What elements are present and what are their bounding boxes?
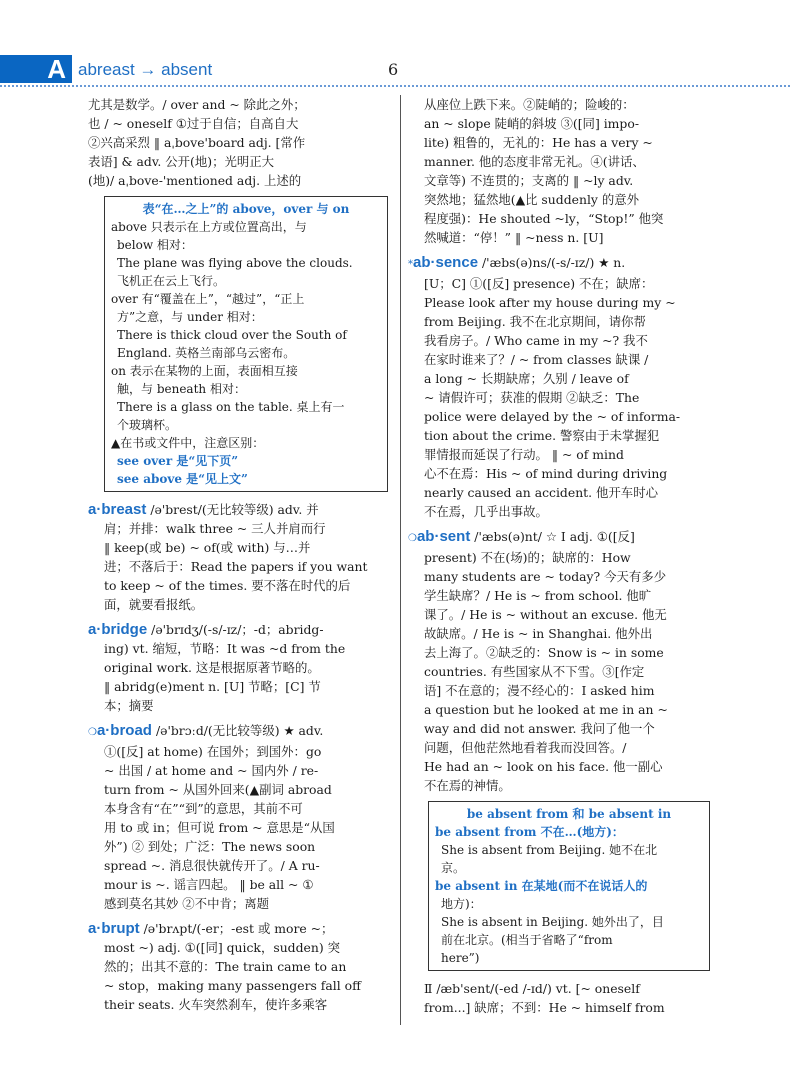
- text-line: to keep ~ of the times. 要不落在时代的后: [104, 578, 351, 593]
- note-line: be absent in 在某地(而不在说话人的: [435, 879, 648, 893]
- note-line: see above 是“见上文”: [117, 472, 248, 486]
- text-line: 尤其是数学。/ over and ~ 除此之外；: [88, 97, 306, 112]
- text-line: 也 / ~ oneself ①过于自信；自高自大: [88, 116, 299, 131]
- text-line: 程度强)：He shouted ~ly，“Stop!” 他突: [424, 211, 664, 226]
- text-line: 进；不落后于：Read the papers if you want: [104, 559, 368, 574]
- text-line: 不在焉的神情。: [424, 778, 511, 793]
- note-line: 地方)：: [441, 897, 482, 911]
- note-line: above 只表示在上方或位置高出，与: [111, 220, 307, 234]
- entry-abreast: [88, 500, 388, 614]
- text-line: way and did not answer. 我问了他一个: [424, 721, 655, 736]
- text-line: 故缺席。/ He is ~ in Shanghai. 他外出: [424, 626, 653, 641]
- page-range-header: abreast → absent: [78, 60, 213, 79]
- entry-first-line: [88, 500, 388, 519]
- text-line: nearly caused an accident. 他开车时心: [424, 485, 658, 500]
- text-line: mour is ~. 谣言四起。 ‖ be all ~ ①: [104, 877, 314, 892]
- entry-first-line: [408, 527, 710, 548]
- text-line: ~ 请假许可；获准的假期 ②缺乏：The: [424, 390, 640, 405]
- header-divider: [0, 85, 790, 87]
- text-line: lite) 粗鲁的，无礼的：He has a very ~: [424, 135, 653, 150]
- note-line: be absent from 不在…(地方)：: [435, 825, 624, 839]
- text-line: present) 不在(场)的；缺席的：How: [424, 550, 631, 565]
- entry-text: /'æbs(ə)ns/(-s/-ɪz/) ★ n.: [482, 255, 626, 270]
- entry-first-line: [88, 919, 388, 938]
- headword: a·breast: [88, 501, 147, 518]
- text-line: ②兴高采烈 ‖ aˌbove'board adj. [常作: [88, 135, 306, 150]
- text-line: from...] 缺席；不到：He ~ himself from: [424, 1000, 665, 1015]
- text-line: a question but he looked at me in an ~: [424, 702, 668, 717]
- note-line: 方”之意，与 under 相对：: [117, 310, 263, 324]
- text-line: Please look after my house during my ~: [424, 295, 676, 310]
- note-line: She is absent from Beijing. 她不在北: [441, 843, 658, 857]
- note-title: 表“在…之上”的 above，over 与 on: [142, 202, 350, 216]
- text-line: spread ~. 消息很快就传开了。/ A ru-: [104, 858, 320, 873]
- usage-note-above-over-on: [104, 196, 388, 492]
- note-line: 京。: [441, 861, 466, 875]
- text-line: countries. 有些国家从不下雪。③[作定: [424, 664, 645, 679]
- right-column: [408, 95, 710, 1017]
- text-line: ‖ abridg(e)ment n. [U] 节略；[C] 节: [104, 679, 321, 694]
- text-line: their seats. 火车突然刹车，使许多乘客: [104, 997, 328, 1012]
- text-line: He had an ~ look on his face. 他一副心: [424, 759, 663, 774]
- text-line: 我看房子。/ Who came in my ~? 我不: [424, 333, 648, 348]
- text-line: 突然地；猛然地(▲比 suddenly 的意外: [424, 192, 640, 207]
- entry-absent-verb: [408, 979, 710, 1017]
- text-line: ‖ keep(或 be) ~ of(或 with) 与…并: [104, 540, 311, 555]
- text-line: 然的；出其不意的：The train came to an: [104, 959, 347, 974]
- text-line: a long ~ 长期缺席；久别 / leave of: [424, 371, 629, 386]
- entry-text: /ə'brest/(无比较等级) adv. 并: [150, 502, 319, 517]
- text-line: police were delayed by the ~ of informa-: [424, 409, 681, 424]
- left-intro: [88, 95, 388, 190]
- entry-abrupt: [88, 919, 388, 1014]
- note-line: The plane was flying above the clouds.: [117, 256, 353, 270]
- core-word-mark-icon: ❍: [408, 533, 417, 544]
- text-line: ①([反] at home) 在国外；到国外：go: [104, 744, 322, 759]
- page-number: 6: [388, 60, 399, 79]
- text-line: manner. 他的态度非常无礼。④(讲话、: [424, 154, 645, 169]
- asterisk-mark-icon: *: [408, 259, 413, 270]
- text-line: 表语] & adv. 公开(地)；光明正大: [88, 154, 275, 169]
- text-line: Ⅱ /æb'sent/(-ed /-ɪd/) vt. [~ oneself: [424, 981, 640, 996]
- left-column: [88, 95, 388, 1014]
- note-line: 飞机正在云上飞行。: [117, 274, 226, 288]
- text-line: 用 to 或 in；但可说 from ~ 意思是“从国: [104, 820, 335, 835]
- note-line: here”): [441, 951, 480, 965]
- text-line: most ~) adj. ①([同] quick，sudden) 突: [104, 940, 341, 955]
- note-line: There is a glass on the table. 桌上有一: [117, 400, 345, 414]
- note-line: ▲在书或文件中，注意区别：: [111, 436, 265, 450]
- text-line: ~ stop，making many passengers fall off: [104, 978, 361, 993]
- text-line: 从座位上跌下来。②陡峭的；险峻的：: [424, 97, 635, 112]
- text-line: an ~ slope 陡峭的斜坡 ③([同] impo-: [424, 116, 640, 131]
- section-letter-tab: A: [0, 55, 72, 83]
- note-title: be absent from 和 be absent in: [466, 807, 672, 821]
- text-line: ing) vt. 缩短，节略：It was ~d from the: [104, 641, 346, 656]
- text-line: (地)/ aˌbove-'mentioned adj. 上述的: [88, 173, 302, 188]
- usage-note-be-absent: [428, 801, 710, 971]
- text-line: 心不在焉：His ~ of mind during driving: [424, 466, 668, 481]
- text-line: 外”) ② 到处；广泛：The news soon: [104, 839, 316, 854]
- headword: a·brupt: [88, 920, 140, 937]
- text-line: 在家时谁来了？/ ~ from classes 缺课 /: [424, 352, 649, 367]
- text-line: 去上海了。②缺乏的：Snow is ~ in some: [424, 645, 664, 660]
- text-line: 罪情报而延误了行动。 ‖ ~ of mind: [424, 447, 624, 462]
- text-line: turn from ~ 从国外回来(▲副词 abroad: [104, 782, 332, 797]
- entry-absent: [408, 527, 710, 795]
- text-line: tion about the crime. 警察由于未掌握犯: [424, 428, 660, 443]
- column-divider: [400, 95, 401, 1025]
- entry-first-line: [88, 721, 388, 742]
- note-line: 触，与 beneath 相对：: [117, 382, 246, 396]
- note-line: over 有“覆盖在上”，“越过”，“正上: [111, 292, 305, 306]
- headword: ab·sent: [416, 528, 471, 545]
- text-line: 学生缺席？/ He is ~ from school. 他旷: [424, 588, 652, 603]
- note-line: There is thick cloud over the South of: [117, 328, 347, 342]
- entry-first-line: [408, 253, 710, 274]
- text-line: 感到莫名其妙 ②不中肯；离题: [104, 896, 270, 911]
- text-line: 本身含有“在”“到”的意思，其前不可: [104, 801, 303, 816]
- entry-first-line: [88, 620, 388, 639]
- entry-text: /ə'brɔːd/(无比较等级) ★ adv.: [155, 723, 324, 738]
- text-line: from Beijing. 我不在北京期间，请你帮: [424, 314, 646, 329]
- headword: a·bridge: [88, 621, 148, 638]
- entry-abridge: [88, 620, 388, 715]
- right-intro: [408, 95, 710, 247]
- core-word-mark-icon: ❍: [88, 727, 97, 738]
- text-line: original work. 这是根据原著节略的。: [104, 660, 320, 675]
- entry-text: /ə'brɪdʒ/(-s/-ɪz/；-d；abridg-: [151, 622, 324, 637]
- note-line: below 相对：: [117, 238, 193, 252]
- text-line: ~ 出国 / at home and ~ 国内外 / re-: [104, 763, 319, 778]
- entry-text: /ə'brʌpt/(-er；-est 或 more ~；: [143, 921, 334, 936]
- headword: a·broad: [96, 722, 152, 739]
- text-line: 面，就要看报纸。: [104, 597, 204, 612]
- headword: ab·sence: [413, 254, 479, 271]
- text-line: 课了。/ He is ~ without an excuse. 他无: [424, 607, 667, 622]
- entry-text: /'æbs(ə)nt/ ☆ Ⅰ adj. ①([反]: [474, 529, 635, 544]
- text-line: 本；摘要: [104, 698, 154, 713]
- note-line: 前在北京。(相当于省略了“from: [441, 933, 613, 947]
- note-line: She is absent in Beijing. 她外出了，目: [441, 915, 664, 929]
- text-line: many students are ~ today? 今天有多少: [424, 569, 667, 584]
- text-line: 问题，但他茫然地看着我而没回答。/: [424, 740, 627, 755]
- text-line: 然喊道：“停！” ‖ ~ness n. [U]: [424, 230, 604, 245]
- entry-abroad: [88, 721, 388, 913]
- text-line: 文章等) 不连贯的；支离的 ‖ ~ly adv.: [424, 173, 634, 188]
- text-line: 肩；并排：walk three ~ 三人并肩而行: [104, 521, 326, 536]
- text-line: [U；C] ①([反] presence) 不在；缺席：: [424, 276, 654, 291]
- text-line: 不在焉，几乎出事故。: [424, 504, 548, 519]
- entry-absence: [408, 253, 710, 521]
- note-line: see over 是“见下页”: [117, 454, 239, 468]
- note-line: England. 英格兰南部乌云密布。: [117, 346, 296, 360]
- text-line: 语] 不在意的；漫不经心的：I asked him: [424, 683, 655, 698]
- note-line: 个玻璃杯。: [117, 418, 178, 432]
- note-line: on 表示在某物的上面，表面相互接: [111, 364, 298, 378]
